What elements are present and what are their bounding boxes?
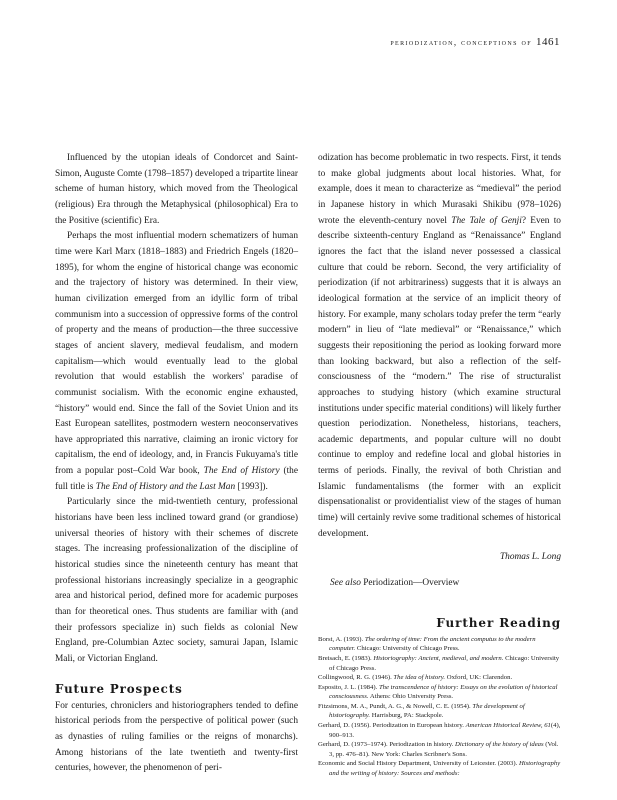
reference-author: Esposito, J. L. (1984). <box>318 683 379 691</box>
paragraph-marx-text: Perhaps the most influential modern schematizers of human time were Karl Marx (1818–1883) and Friedrich Engels (1820–1895), for whom the engine of historical change was economic and the trajectory of history was determined. In their view, human civilization emerged from an idyllic form of tribal communism into a succession of oppressive forms of the control of property and the means of production—the three successive stages of ancient slavery, medieval feudalism, and modern capitalism—which would eventually lead to the global revolution that would establish the workers' paradise of communist socialism. With the economic engine exhausted, “history” would end. Since the fall of the Soviet Union and its East European satellites, postmodern western neoconservatives have appropriated this narrative, claiming an ironic victory for capitalism, the end of ideology, and, in Francis Fukuyama's title from a popular post–Cold War book, <box>55 231 298 477</box>
reference-title: Historiography: Ancient, medieval, and modern. <box>373 654 504 662</box>
paragraph-marx-mid: (the full title is <box>55 466 298 492</box>
reference-item <box>318 759 561 778</box>
reference-title: The transcendence of history: Essays on the evolution of historical consciousness. <box>329 683 558 701</box>
running-head <box>390 36 560 48</box>
reference-publisher: Chicago: University of Chicago Press. <box>329 654 560 672</box>
reference-title: The idea of history. <box>393 674 446 682</box>
see-also-label: See also <box>330 578 361 589</box>
reference-author: Collingwood, R. G. (1946). <box>318 674 394 682</box>
see-also <box>318 576 561 592</box>
reference-item <box>318 635 561 654</box>
paragraph-comte: Influenced by the utopian ideals of Condorcet and Saint-Simon, Auguste Comte (1798–1857) developed a tripartite linear scheme of human history, which moved from the Theological (religious) Era through the Metaphysical (philosophical) Era to the Positive (scientific) Era. <box>55 153 298 226</box>
reference-item <box>318 683 561 702</box>
paragraph-future: For centuries, chroniclers and historiographers tended to define historical periods from the perspective of political power (such as dynasties of ruling families or the reigns of monarchs). Among historians of the late twentieth and twenty-first centuries, however, the phenomenon of peri- <box>55 700 298 774</box>
paragraph-continued <box>318 151 561 542</box>
paragraph-continued-text-a: odization has become problematic in two respects. First, it tends to make global judgments about local histories. What, for example, does it mean to characterize as “medieval” the period in Japanese history in which Murasaki Shikibu (978–1026) wrote the eleventh-century novel <box>318 153 561 226</box>
reference-publisher: Chicago: University of Chicago Press. <box>355 645 460 653</box>
paragraph-professional: Particularly since the mid-twentieth century, professional historians have been less inclined toward grand (or grandiose) universal theories of history with their schemes of discrete stages. The increasing professionalization of the discipline of historical studies since the nineteenth century has meant that professional historians increasingly specialize in a geographic area and historical period, defined more for academic purposes than for theoretical ones. Thus students are familiar with (and their professors specialize in) such fields as colonial New England, pre-Columbian Aztec society, samurai Japan, Islamic Mali, or Victorian England. <box>55 497 298 664</box>
running-title: periodization, conceptions of <box>390 37 532 47</box>
reference-publisher: Oxford, UK: Clarendon. <box>445 674 513 682</box>
reference-author: Borst, A. (1993). <box>318 635 365 643</box>
reference-item <box>318 702 561 721</box>
reference-publisher: (Vol. 3, pp. 476–81). New York: Charles Scribner's Sons. <box>329 741 559 758</box>
paragraph-continued-text-b: ? Even to describe sixteenth-century England as “Renaissance” England ignores the fact that the island never possessed a classical culture that could be reborn. Second, the very artificiality of periodization (if not arbitrariness) suggests that it is always an ideological formation at the service of an implicit theory of history. For example, many scholars today prefer the term “early modern” in lieu of “late medieval” or “Renaissance,” which suggests their repositioning the period as looking forward more than looking backward, but also a reflection of the self-consciousness of the “modern.” The rise of structuralist approaches to studying history (which examine structural institutions under specific material conditions) will likely further question periodization. Nonetheless, historians, teachers, academic departments, and popular culture will no doubt continue to employ and redefine local and global histories in terms of periods. Finally, the revival of both Christian and Islamic fundamentalisms (the former with an explicit dispensationalist or providentialist view of the stages of human time) will certainly revive some traditional schemes of historical development. <box>318 215 561 539</box>
reference-author: Economic and Social History Department, University of Leicester. (2003). <box>318 760 519 768</box>
reference-title: American Historical Review, 61 <box>465 722 551 730</box>
paragraph-marx <box>55 229 298 495</box>
reference-title: Dictionary of the history of ideas <box>455 741 544 749</box>
reference-item <box>318 740 561 759</box>
reference-author: Gerhard, D. (1973–1974). Periodization in history. <box>318 741 456 749</box>
page-number: 1461 <box>536 36 560 48</box>
reference-item <box>318 654 561 673</box>
reference-author: Fitzsimons, M. A., Pundt, A. G., & Nowell, C. E. (1954). <box>318 702 473 710</box>
right-column <box>318 151 561 779</box>
see-also-link[interactable]: Periodization—Overview <box>363 578 460 589</box>
reference-item <box>318 721 561 740</box>
reference-title: The ordering of time: From the ancient computus to the modern computer. <box>329 635 536 653</box>
reference-author: Gerhard, D. (1956). Periodization in European history. <box>318 722 466 730</box>
book-title: The End of History <box>203 466 280 477</box>
paragraph-marx-end: [1993]). <box>235 481 268 492</box>
reference-publisher: (4), 900–913. <box>329 722 561 739</box>
reference-item <box>318 673 561 683</box>
reference-publisher: Athens: Ohio University Press. <box>368 693 454 701</box>
author-signature: Thomas L. Long <box>499 552 561 563</box>
left-column <box>55 151 298 777</box>
reference-author: Breisach, E. (1983). <box>318 654 374 662</box>
reference-publisher: Harrisburg, PA: Stackpole. <box>370 712 444 720</box>
further-reading-heading: Further Reading <box>436 615 561 630</box>
reference-title: The development of historiography. <box>329 702 525 720</box>
reference-title: Historiography and the writing of history: Sources and methods: <box>329 760 561 778</box>
reference-list <box>318 635 561 779</box>
book-title: The Tale of Genji <box>451 215 522 226</box>
section-heading: Future Prospects <box>55 681 183 696</box>
book-title: The End of History and the Last Man <box>95 481 236 492</box>
